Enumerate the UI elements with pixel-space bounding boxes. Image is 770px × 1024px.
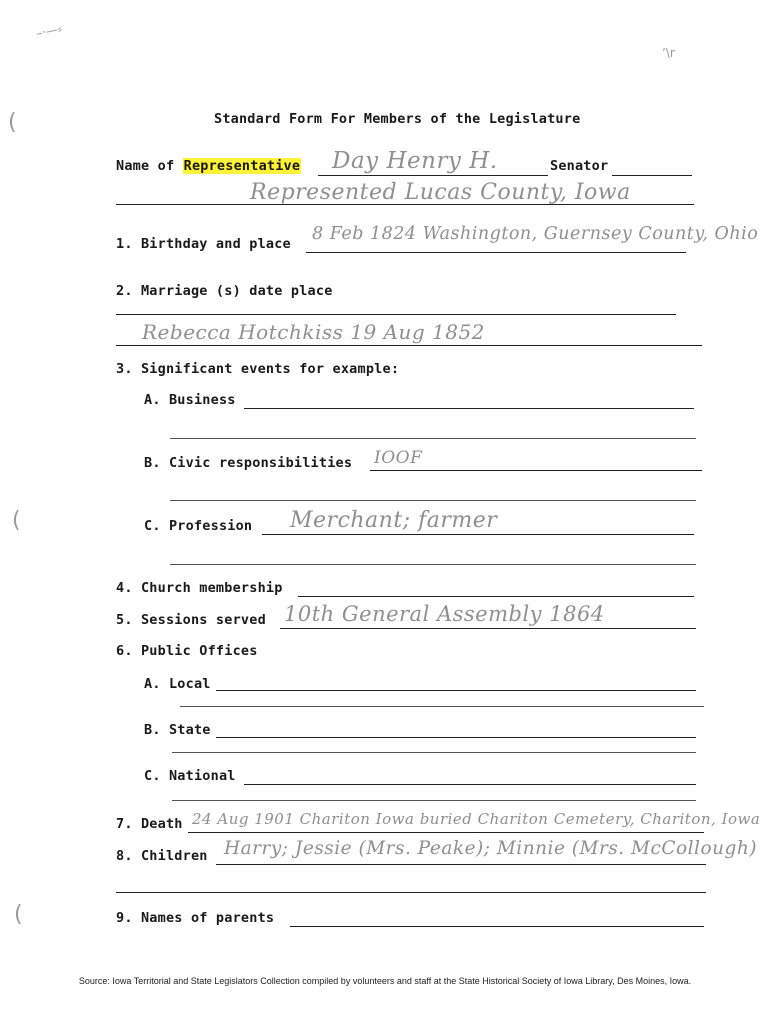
- local-line-1: [216, 690, 696, 691]
- church-label: 4. Church membership: [116, 580, 283, 596]
- business-line-2: [170, 438, 696, 439]
- civic-line-2: [170, 500, 696, 501]
- handwritten-name: Day Henry H.: [332, 148, 498, 174]
- senator-label: Senator: [550, 158, 609, 174]
- name-label-prefix: Name of: [116, 158, 183, 174]
- death-line: [188, 832, 704, 833]
- parents-label: 9. Names of parents: [116, 910, 275, 926]
- local-label: A. Local: [144, 676, 211, 692]
- national-line-2: [172, 800, 696, 801]
- events-label: 3. Significant events for example:: [116, 361, 400, 377]
- civic-line-1: [370, 470, 702, 471]
- church-line: [298, 596, 694, 597]
- profession-label: C. Profession: [144, 518, 253, 534]
- children-line-1: [216, 864, 706, 865]
- children-label: 8. Children: [116, 848, 208, 864]
- handwritten-children: Harry; Jessie (Mrs. Peake); Minnie (Mrs. McCollough): [224, 838, 758, 859]
- civic-label: B. Civic responsibilities: [144, 455, 353, 471]
- binder-hole-mark-3: (: [14, 902, 23, 927]
- national-line-1: [244, 784, 696, 785]
- birthday-line: [306, 252, 686, 253]
- profession-line-1: [262, 534, 694, 535]
- scan-mark-top-right: ʼ\r: [662, 46, 675, 60]
- state-line-1: [216, 737, 696, 738]
- handwritten-death: 24 Aug 1901 Chariton Iowa buried Chariton Cemetery, Chariton, Iowa: [192, 810, 761, 828]
- sessions-line: [280, 628, 696, 629]
- binder-hole-mark-1: (: [8, 110, 17, 135]
- death-label: 7. Death: [116, 816, 183, 832]
- state-line-2: [172, 752, 696, 753]
- name-label: [116, 158, 301, 174]
- sessions-label: 5. Sessions served: [116, 612, 266, 628]
- handwritten-represented: Represented Lucas County, Iowa: [250, 180, 631, 205]
- birthday-label: 1. Birthday and place: [116, 236, 291, 252]
- handwritten-birthday: 8 Feb 1824 Washington, Guernsey County, Ohio: [312, 224, 759, 244]
- handwritten-marriage: Rebecca Hotchkiss 19 Aug 1852: [142, 320, 485, 344]
- handwritten-sessions: 10th General Assembly 1864: [284, 602, 605, 626]
- local-line-2: [180, 706, 704, 707]
- name-line: [318, 175, 548, 176]
- senator-line: [612, 175, 692, 176]
- business-line-1: [244, 408, 694, 409]
- binder-hole-mark-2: (: [12, 508, 21, 533]
- state-label: B. State: [144, 722, 211, 738]
- marriage-line-1: [116, 314, 676, 315]
- marriage-label: 2. Marriage (s) date place: [116, 283, 333, 299]
- handwritten-profession: Merchant; farmer: [290, 508, 498, 533]
- national-label: C. National: [144, 768, 236, 784]
- parents-line: [290, 926, 704, 927]
- source-footer: Source: Iowa Territorial and State Legislators Collection compiled by volunteers and staff at the State Historical Society of Iowa Library, Des Moines, Iowa.: [78, 976, 692, 986]
- offices-label: 6. Public Offices: [116, 643, 258, 659]
- scan-mark-top-left: –·—⸗: [34, 21, 63, 41]
- handwritten-civic: IOOF: [374, 448, 423, 468]
- form-title: Standard Form For Members of the Legislature: [214, 111, 581, 127]
- profession-line-2: [170, 564, 696, 565]
- marriage-line-2: [116, 345, 702, 346]
- representative-label: Representative: [183, 158, 301, 174]
- business-label: A. Business: [144, 392, 236, 408]
- children-line-2: [116, 892, 706, 893]
